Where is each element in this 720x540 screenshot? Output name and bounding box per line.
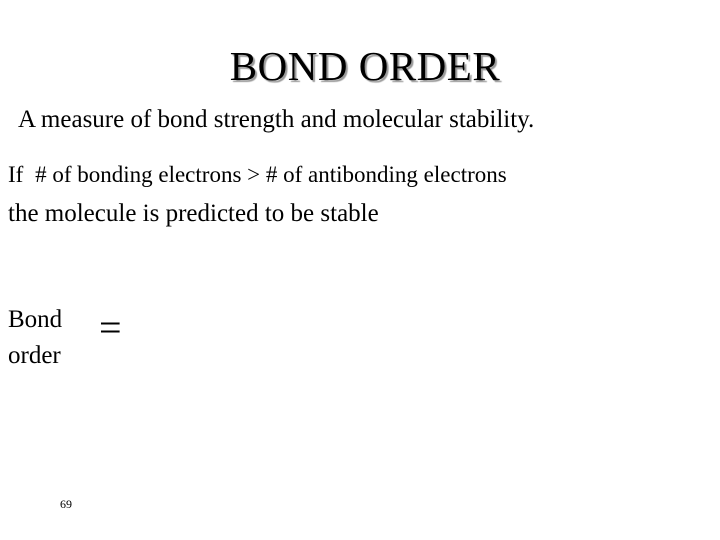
stability-conclusion: the molecule is predicted to be stable [8, 200, 379, 227]
bond-order-label [8, 302, 62, 374]
bond-order-label-line2: order [8, 342, 61, 369]
equals-sign: = [99, 305, 122, 350]
condition-bonding-electrons: # of bonding electrons [35, 162, 242, 187]
slide-title-text: BOND ORDER [229, 43, 501, 89]
condition-antibonding-electrons: # of antibonding electrons [265, 162, 507, 187]
slide-title [0, 40, 720, 92]
stability-condition [8, 160, 507, 190]
page-number: 69 [60, 497, 72, 511]
slide-subtitle: A measure of bond strength and molecular stability. [18, 106, 535, 133]
condition-prefix: If [8, 162, 24, 187]
bond-order-label-line1: Bond [8, 306, 63, 333]
condition-operator: > [247, 162, 261, 187]
